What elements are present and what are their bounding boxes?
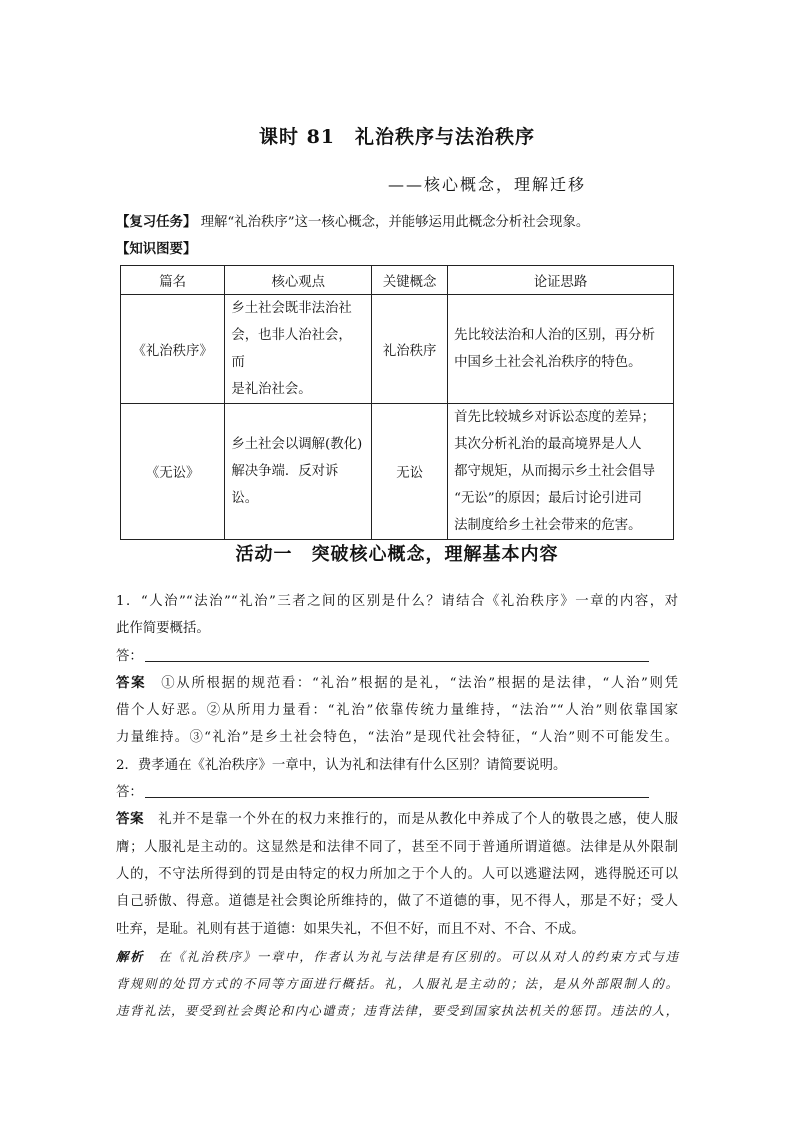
- answer-2-field: [116, 779, 678, 806]
- table-cell-concept: 无讼: [372, 404, 448, 540]
- table-header-row: [121, 266, 674, 295]
- answer-1-line: 力量维持。③“礼治”是乡土社会特色，“法治”是现代社会特征，“人治”则不可能发生。: [116, 730, 678, 746]
- answer-prompt: 答：: [116, 648, 143, 664]
- answer-2-line: 人的，不守法所得到的罚是由特定的权力所加之于个人的。人可以逃避法网，逃得脱还可以: [116, 866, 678, 882]
- cell-line: 其次分析礼治的最高境界是人人: [454, 437, 642, 452]
- cell-line: 先比较法治和人治的区别，再分析: [454, 328, 655, 343]
- activity-heading: 活动一 突破核心概念，理解基本内容: [235, 544, 559, 565]
- cell-line: 首先比较城乡对诉讼态度的差异；: [454, 410, 655, 425]
- table-cell-logic: [448, 404, 674, 540]
- table-cell-view: [225, 295, 372, 404]
- table-cell-title: 《无讼》: [121, 404, 225, 540]
- table-cell-concept: 礼治秩序: [372, 295, 448, 404]
- answer-label: 答案: [116, 674, 147, 691]
- knowledge-map-table: [120, 265, 674, 540]
- review-task: [116, 209, 678, 236]
- answer-text: 礼并不是靠一个外在的权力来推行的，而是从教化中养成了个人的敬畏之感，使人服: [158, 812, 679, 828]
- answer-2-line: 膺；人服礼是主动的。这显然是和法律不同了，甚至不同于普通所谓道德。法律是从外限制: [116, 839, 678, 855]
- answer-2-line: 自己骄傲、得意。道德是社会舆论所维持的，做了不道德的事，见不得人，那是不好；受人: [116, 894, 678, 910]
- analysis-line: 背规则的处罚方式的不同等方面进行概括。礼，人服礼是主动的；法，是从外部限制人的。: [116, 976, 678, 992]
- question-1-line: 1．“人治”“法治”“礼治”三者之间的区别是什么？请结合《礼治秩序》一章的内容，对: [116, 594, 678, 609]
- question-2-line: 2．费孝通在《礼治秩序》一章中，认为礼和法律有什么区别？请简要说明。: [116, 757, 567, 773]
- table-header-cell: 论证思路: [448, 266, 674, 295]
- answer-label: 答案: [116, 811, 145, 828]
- table-row: [121, 404, 674, 540]
- analysis-label: 解析: [116, 948, 145, 964]
- cell-line: 乡土社会以调解(教化): [231, 437, 363, 452]
- cell-line: 乡土社会既非法治社: [231, 301, 352, 316]
- answer-2-line: 吐弃，是耻。礼则有甚于道德：如果失礼，不但不好，而且不对、不合、不成。: [116, 921, 585, 937]
- cell-line: 会，也非人治社会，而: [231, 328, 352, 370]
- cell-line: 是礼治社会。: [231, 382, 312, 397]
- answer-text: ①从所根据的规范看：“礼治”根据的是礼，“法治”根据的是法律，“人治”则凭: [161, 675, 679, 691]
- table-header-cell: 篇名: [121, 266, 225, 295]
- answer-blank-line: [145, 647, 649, 662]
- analysis-line: [116, 943, 678, 970]
- question-1-block: [116, 588, 678, 1025]
- answer-blank-line: [145, 783, 649, 798]
- review-task-label: 【复习任务】: [116, 214, 197, 230]
- table-header-cell: 关键概念: [372, 266, 448, 295]
- page-title: 课时 81 礼治秩序与法治秩序: [258, 126, 536, 148]
- answer-1-line: 借个人好恶。②从所用力量看：“礼治”依靠传统力量维持，“法治”“人治”则依靠国家: [116, 703, 678, 719]
- question-1-line: 此作简要概括。: [116, 621, 210, 637]
- page-subtitle: ——核心概念，理解迁移: [388, 175, 587, 194]
- answer-2-line: [116, 806, 678, 833]
- cell-line: 解决争端．反对诉讼。: [231, 464, 339, 506]
- review-task-text: 理解“礼治秩序”这一核心概念，并能够运用此概念分析社会现象。: [200, 215, 590, 230]
- analysis-line: 违背礼法，要受到社会舆论和内心谴责；违背法律，要受到国家执法机关的惩罚。违法的人，: [116, 1003, 678, 1019]
- cell-line: 法制度给乡土社会带来的危害。: [454, 518, 642, 533]
- table-row: [121, 295, 674, 404]
- knowledge-map-label: 【知识图要】: [116, 241, 197, 257]
- analysis-text: 在《礼治秩序》一章中，作者认为礼与法律是有区别的。可以从对人的约束方式与违: [158, 948, 679, 964]
- table-header-cell: 核心观点: [225, 266, 372, 295]
- table-cell-view: [225, 404, 372, 540]
- cell-line: 中国乡土社会礼治秩序的特色。: [454, 355, 642, 370]
- table-cell-title: 《礼治秩序》: [121, 295, 225, 404]
- cell-line: “无讼”的原因；最后讨论引进司: [454, 491, 642, 506]
- answer-prompt: 答：: [116, 785, 143, 801]
- cell-line: 都守规矩，从而揭示乡土社会倡导: [454, 464, 655, 479]
- answer-1-line: [116, 670, 678, 697]
- answer-1-field: [116, 643, 678, 670]
- table-cell-logic: [448, 295, 674, 404]
